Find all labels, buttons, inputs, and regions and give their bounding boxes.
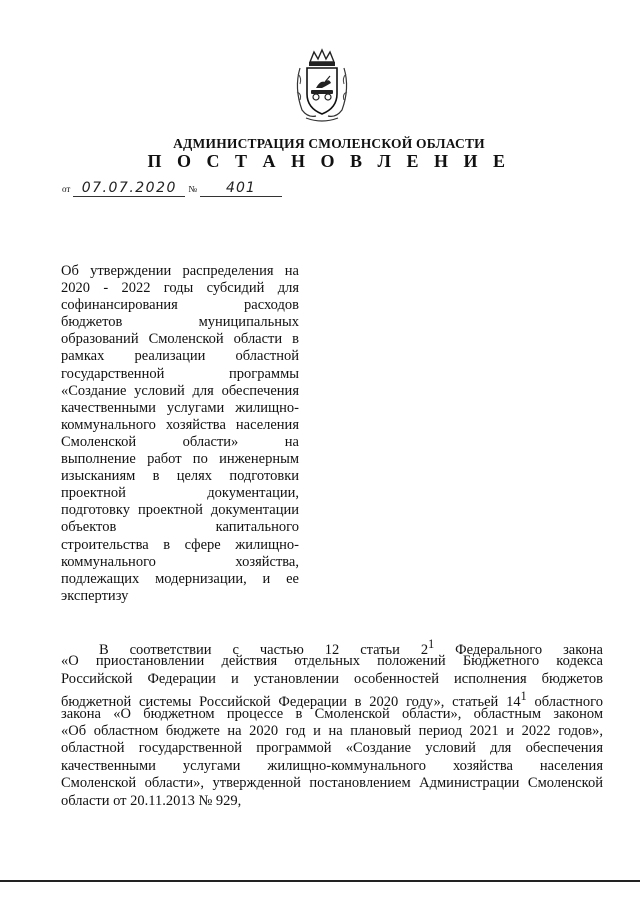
body-text: Федерального закона	[434, 641, 603, 658]
body-line	[61, 688, 604, 710]
organization-name: АДМИНИСТРАЦИЯ СМОЛЕНСКОЙ ОБЛАСТИ	[173, 136, 485, 151]
title-line: проектной документации,	[61, 485, 299, 502]
body-line: качественными услугами жилищно-коммунального хозяйства населения	[61, 757, 603, 774]
body-line: области от 20.11.2013 № 929,	[61, 792, 242, 809]
body-text: В соответствии с частью 12 статьи 2	[99, 641, 429, 658]
title-line: «Создание условий для обеспечения	[61, 382, 299, 399]
body-line	[61, 636, 603, 658]
title-line: объектов капитального	[61, 519, 299, 536]
body-text: бюджетной системы Российской Федерации в 2020 году», статьей 14	[61, 694, 521, 710]
title-line: софинансирования расходов	[61, 297, 299, 314]
title-line: образований Смоленской области в	[61, 331, 299, 348]
title-line: Об утверждении распределения на	[61, 263, 299, 279]
title-line: бюджетов муниципальных	[61, 314, 299, 331]
title-line: подлежащих модернизации, и ее	[61, 570, 299, 587]
body-line: «Об областном бюджете на 2020 год и на плановый период 2021 и 2022 годов»,	[61, 722, 603, 739]
title-line: экспертизу	[61, 587, 129, 604]
body-text: областного	[526, 694, 604, 710]
body-line: Смоленской области», утвержденной постановлением Администрации Смоленской	[61, 775, 603, 792]
title-line: коммунального хозяйства,	[61, 553, 299, 570]
document-date: 07.07.2020	[73, 180, 185, 197]
title-line: государственной программы	[61, 365, 299, 382]
body-line: Российской Федерации и установлении особенностей исполнения бюджетов	[61, 670, 603, 687]
smolensk-coat-of-arms-icon	[292, 48, 352, 124]
title-line: выполнение работ по инженерным	[61, 451, 299, 468]
document-title	[61, 263, 299, 605]
title-line: Смоленской области» на	[61, 433, 299, 450]
number-sign: №	[188, 184, 197, 194]
title-line: качественными услугами жилищно-	[61, 399, 299, 416]
title-line: изысканиям в целях подготовки	[61, 468, 299, 485]
title-line: строительства в сфере жилищно-	[61, 536, 299, 553]
title-line: рамках реализации областной	[61, 348, 299, 365]
date-prefix: от	[62, 184, 71, 194]
body-line: областной государственной программой «Создание условий для обеспечения	[61, 740, 603, 757]
body-line: «О приостановлении действия отдельных положений Бюджетного кодекса	[61, 653, 603, 670]
superscript: 1	[520, 689, 527, 704]
title-line: коммунального хозяйства населения	[61, 416, 299, 433]
date-number-line	[62, 180, 282, 197]
page-bottom-divider	[0, 880, 640, 882]
superscript: 1	[428, 637, 435, 651]
body-paragraph	[61, 636, 603, 810]
body-line: закона «О бюджетном процессе в Смоленской области», областным законом	[61, 705, 603, 722]
document-number: 401	[200, 180, 282, 197]
title-line: 2020 - 2022 годы субсидий для	[61, 280, 299, 297]
document-type-heading: П О С Т А Н О В Л Е Н И Е	[147, 151, 511, 171]
title-line: подготовку проектной документации	[61, 502, 299, 519]
